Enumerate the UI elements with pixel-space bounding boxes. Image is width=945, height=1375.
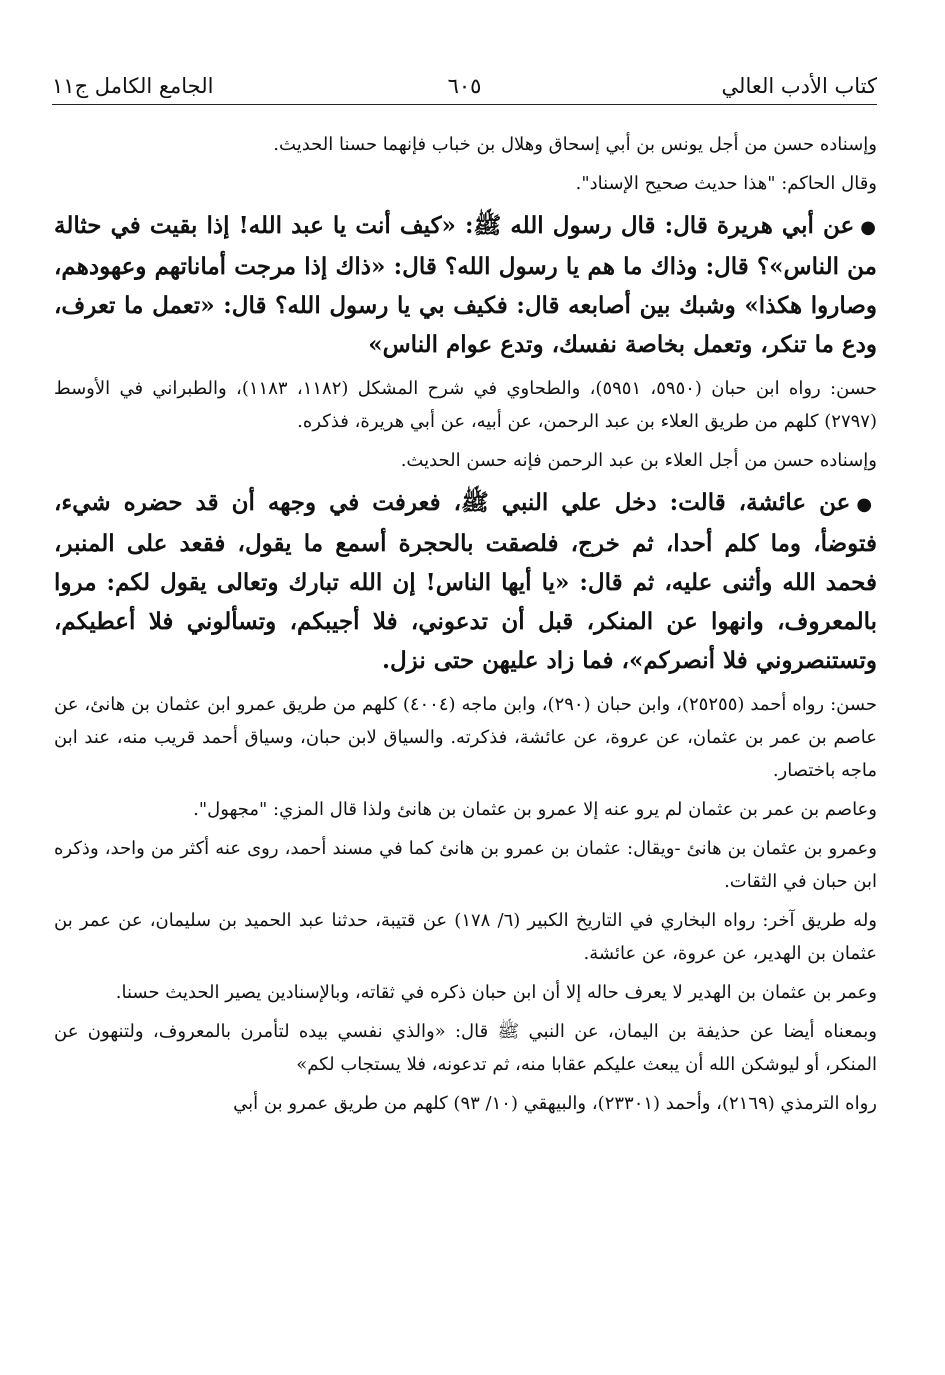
bullet-icon: ●	[856, 494, 877, 515]
note-paragraph: حسن: رواه أحمد (٢٥٢٥٥)، وابن حبان (٢٩٠)، وابن ماجه (٤٠٠٤) كلهم من طريق عمرو ابن عثمان بن هانئ، عن عاصم بن عمر بن عثمان، عن عروة، عن عائشة، فذكرته. والسياق لابن حبان، وسياق أحمد قريب منه، عند ابن ماجه باختصار.	[54, 694, 878, 781]
note-paragraph: وعمر بن عثمان بن الهدير لا يعرف حاله إلا أن ابن حبان ذكره في ثقاته، وبالإسنادين يصير الحديث حسنا.	[115, 982, 877, 1003]
note-paragraph: وقال الحاكم: "هذا حديث صحيح الإسناد".	[575, 173, 877, 194]
page-body	[54, 128, 877, 1126]
book-title: كتاب الأدب العالي	[721, 74, 877, 98]
hadith-paragraph	[54, 483, 877, 680]
hadith-text: عن عائشة، قالت: دخل علي النبي ﷺ، فعرفت في وجهه أن قد حضره شيء، فتوضأ، وما كلم أحدا، ثم خرج، فلصقت بالحجرة أسمع ما يقول، فقعد على المنبر، فحمد الله وأثنى عليه، ثم قال: «يا أيها الناس! إن الله تبارك وتعالى يقول لكم: مروا بالمعروف، وانهوا عن المنكر، قبل أن تدعوني، فلا أجيبكم، وتسألوني فلا أعطيكم، وتستنصروني فلا أنصركم»، فما زاد عليهن حتى نزل.	[54, 489, 877, 674]
bullet-icon: ●	[860, 217, 877, 238]
note-paragraph: وله طريق آخر: رواه البخاري في التاريخ الكبير (٦/ ١٧٨) عن قتيبة، حدثنا عبد الحميد بن سليمان، عن عمر بن عثمان بن الهدير، عن عروة، عن عائشة.	[54, 910, 877, 964]
note-paragraph: حسن: رواه ابن حبان (٥٩٥٠، ٥٩٥١)، والطحاوي في شرح المشكل (١١٨٢، ١١٨٣)، والطبراني في الأوسط (٢٧٩٧) كلهم من طريق العلاء بن عبد الرحمن، عن أبيه، عن أبي هريرة، فذكره.	[54, 378, 877, 432]
volume-title: الجامع الكامل ج١١	[52, 74, 214, 98]
page-number: ٦٠٥	[447, 74, 482, 98]
note-paragraph: وعمرو بن عثمان بن هانئ -ويقال: عثمان بن عمرو بن هانئ كما في مسند أحمد، روى عنه أكثر من واحد، وذكره ابن حبان في الثقات.	[54, 838, 877, 892]
note-paragraph: وإسناده حسن من أجل يونس بن أبي إسحاق وهلال بن خباب فإنهما حسنا الحديث.	[273, 134, 877, 155]
page-header	[52, 58, 877, 105]
note-paragraph: وبمعناه أيضا عن حذيفة بن اليمان، عن النبي ﷺ قال: «والذي نفسي بيده لتأمرن بالمعروف، ولتنهون عن المنكر، أو ليوشكن الله أن يبعث عليكم عقابا منه، ثم تدعونه، فلا يستجاب لكم»	[54, 1021, 877, 1075]
hadith-paragraph	[54, 206, 877, 364]
hadith-text: عن أبي هريرة قال: قال رسول الله ﷺ: «كيف أنت يا عبد الله! إذا بقيت في حثالة من الناس»؟ قال: وذاك ما هم يا رسول الله؟ قال: «ذاك إذا مرجت أماناتهم وعهودهم، وصاروا هكذا» وشبك بين أصابعه قال: فكيف بي يا رسول الله؟ قال: «تعمل ما تعرف، ودع ما تنكر، وتعمل بخاصة نفسك، وتدع عوام الناس»	[54, 212, 877, 358]
note-paragraph: وعاصم بن عمر بن عثمان لم يرو عنه إلا عمرو بن عثمان بن هانئ ولذا قال المزي: "مجهول".	[193, 799, 877, 820]
note-paragraph: وإسناده حسن من أجل العلاء بن عبد الرحمن فإنه حسن الحديث.	[400, 450, 877, 471]
note-paragraph: رواه الترمذي (٢١٦٩)، وأحمد (٢٣٣٠١)، والبيهقي (١٠/ ٩٣) كلهم من طريق عمرو بن أبي	[233, 1093, 877, 1114]
